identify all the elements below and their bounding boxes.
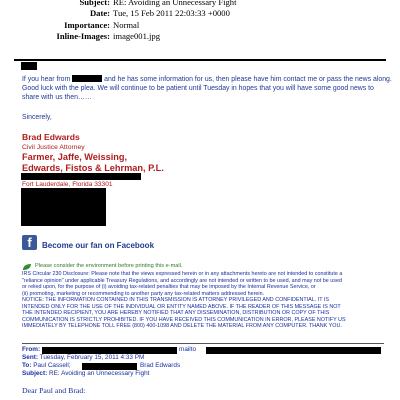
quoted-subject-label: Subject:: [22, 370, 48, 377]
confidentiality-notice-4: COMMUNICATION IS STRICTLY PROHIBITED. IF YOU HAVE RECEIVED THIS COMMUNICATION IN ERROR, PLEASE NOTIFY US: [22, 316, 346, 323]
environment-notice: Please consider the environment before printing this e-mail.: [35, 263, 183, 269]
firm-name-line-1: Farmer, Jaffe, Weissing,: [22, 152, 128, 162]
quoted-from-label: From:: [22, 346, 41, 353]
body-line-2: Good luck with the plea. We will continue to be patient until Tuesday in hopes that you will have some good news to: [22, 85, 374, 92]
importance-value: Normal: [113, 20, 140, 30]
quoted-greeting: Dear Paul and Brad:: [22, 386, 86, 395]
inline-images-value: image001.jpg: [113, 31, 161, 41]
redaction-bar: [72, 75, 102, 82]
date-label: Date:: [89, 8, 110, 18]
body-text-1b: and he has some information for us, then please have him contact me or pass the news along.: [104, 76, 392, 83]
redaction-block: [21, 188, 106, 226]
body-text-1a: If you hear from: [22, 76, 71, 83]
irs-disclaimer-1: IRS Circular 230 Disclosure: Please note that the views expressed herein or in any attachments hereto are not intended to constitute a: [22, 271, 343, 277]
redaction-bar: [21, 62, 37, 70]
irs-disclaimer-3: or relied upon, for the purpose of (i) avoiding tax-related penalties that may be imposed by the Internal Revenue Service, or: [22, 284, 316, 290]
quoted-subject-value: RE: Avoiding an Unnecessary Fight: [49, 370, 150, 377]
inline-images-label: Inline-Images:: [56, 31, 110, 41]
closing: Sincerely,: [22, 114, 52, 121]
irs-disclaimer-2: "reliance opinion" under applicable Treasury Regulations, and accordingly are not intended or written to be used, and may not be used: [22, 277, 342, 284]
facebook-icon: f: [22, 235, 37, 250]
quoted-to-row: [22, 362, 71, 370]
quoted-to-name: Paul Cassell;: [33, 362, 71, 369]
quoted-sent-label: Sent:: [22, 354, 38, 361]
firm-city: Fort Lauderdale, Florida 33301: [22, 181, 113, 188]
quoted-to-name-2: Brad Edwards: [140, 362, 181, 369]
facebook-fan-link[interactable]: Become our fan on Facebook: [42, 241, 155, 250]
redaction-bar: [42, 347, 177, 354]
signature-name: Brad Edwards: [22, 132, 80, 142]
confidentiality-notice-3: THE INTENDED RECIPIENT, YOU ARE HEREBY NOTIFIED THAT ANY DISSEMINATION, DISTRIBUTION OR COPY OF THIS: [22, 310, 330, 316]
quoted-divider: [22, 343, 384, 344]
leaf-icon: [22, 263, 32, 271]
header-divider: [14, 59, 386, 61]
confidentiality-notice-2: INTENDED ONLY FOR THE USE OF THE INDIVIDUAL OR ENTITY NAMED ABOVE. IF THE READER OF THIS MESSAGE IS NOT: [22, 303, 341, 310]
redaction-bar: [82, 363, 137, 370]
body-line-1: [22, 75, 392, 84]
firm-name-line-2: Edwards, Fistos & Lehrman, P.L.: [22, 163, 164, 173]
quoted-from-row: [22, 346, 40, 354]
quoted-sent-value: Tuesday, February 15, 2011 4:33 PM: [39, 354, 145, 361]
confidentiality-notice-1: NOTICE: THE INFORMATION CONTAINED IN THIS TRANSMISSION IS ATTORNEY PRIVILEGED AND CONFIDENTIAL. IT IS: [22, 297, 330, 303]
date-value: Tue, 15 Feb 2011 22:03:33 +0000: [113, 8, 230, 18]
quoted-subject-row: [22, 370, 149, 378]
confidentiality-notice-5: IMMEDIATELY BY TELEPHONE TOLL FREE (800) 400-1098 AND DELETE THE MATERIAL FROM ANY COMPUTER. THANK YOU.: [22, 323, 342, 329]
subject-label: Subject:: [79, 0, 110, 7]
subject-value: RE: Avoiding an Unnecessary Fight: [113, 0, 237, 7]
body-line-3: share with us then……: [22, 94, 92, 101]
quoted-from-mailto: mailto: [179, 346, 197, 353]
redaction-bar: [206, 347, 381, 354]
importance-label: Importance:: [64, 20, 110, 30]
quoted-to-label: To:: [22, 362, 32, 369]
quoted-sent-row: [22, 354, 144, 362]
irs-disclaimer-4: (ii) promoting, marketing or recommending to another party any tax-related matters addressed herein.: [22, 290, 265, 297]
signature-title: Civil Justice Attorney: [22, 144, 85, 151]
redaction-bar: [21, 173, 141, 180]
